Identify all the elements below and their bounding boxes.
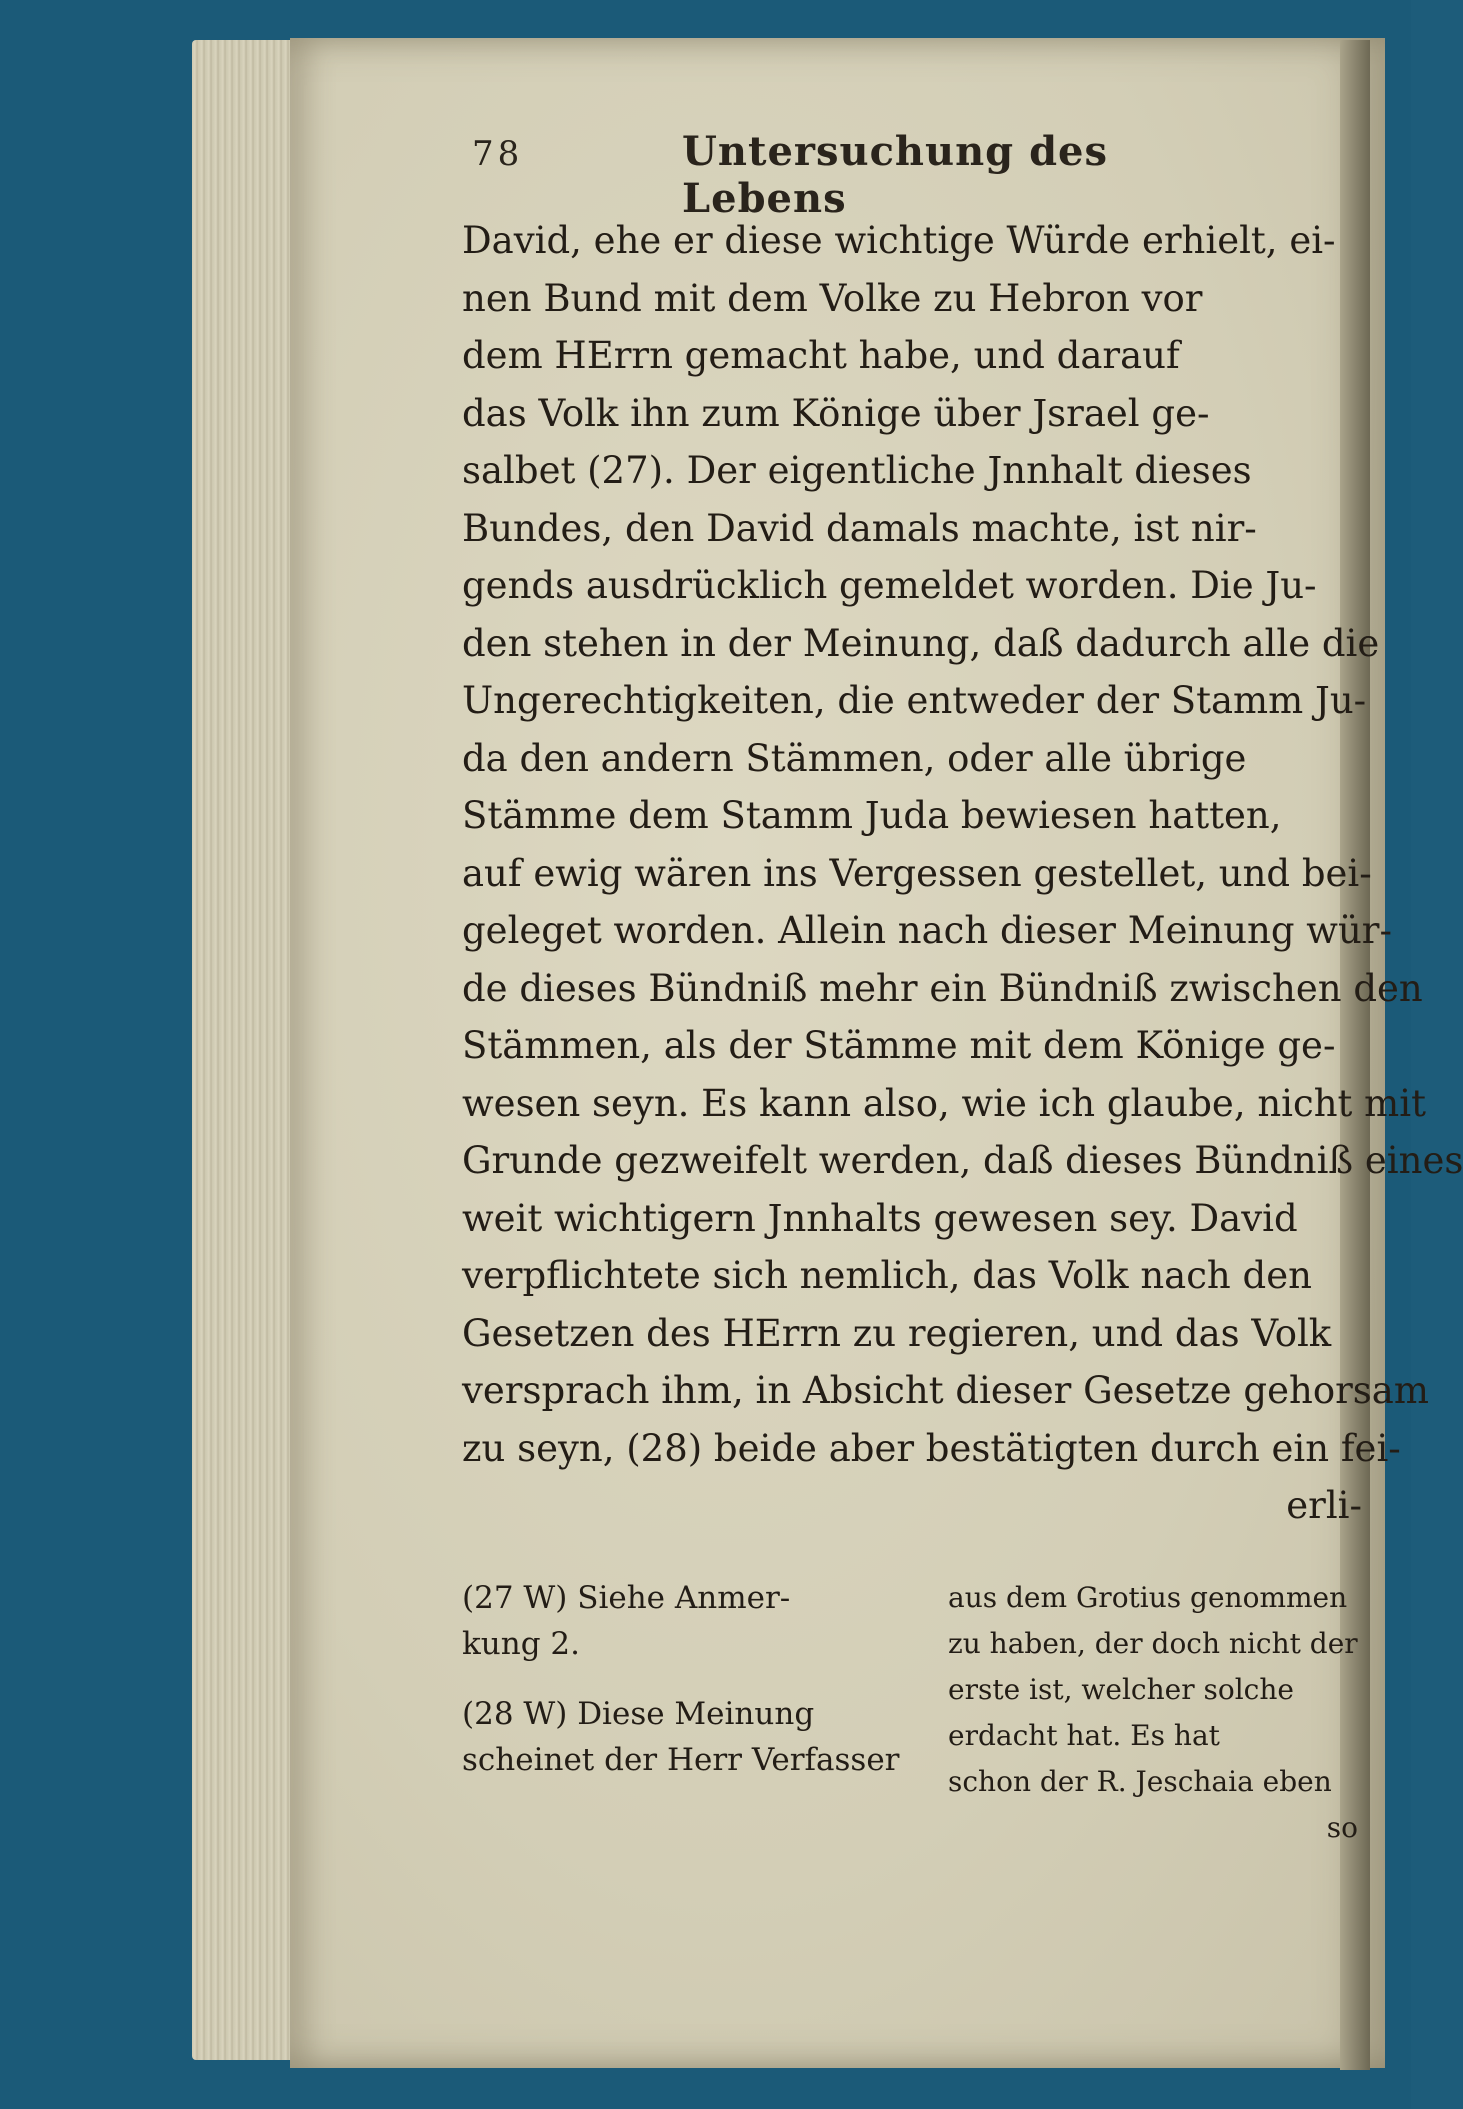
catchword: erli-: [1286, 1484, 1362, 1527]
text-line: wesen seyn. Es kann also, wie ich glaube, nicht mit: [462, 1081, 1426, 1125]
main-text: [462, 212, 1463, 1535]
footnote-line: schon der R. Jeschaia eben: [948, 1765, 1332, 1798]
footnote-line: erste ist, welcher solche: [948, 1673, 1294, 1706]
footnote-line: zu haben, der doch nicht der: [948, 1627, 1358, 1660]
footnotes-right-column: [948, 1575, 1358, 1851]
page-number: 78: [472, 134, 524, 174]
footnote-line: (28 W) Diese Meinung: [462, 1696, 815, 1732]
footnote-line: scheinet der Herr Verfasser: [462, 1742, 900, 1778]
footnote-line: kung 2.: [462, 1626, 580, 1662]
text-line: da den andern Stämmen, oder alle übrige: [462, 736, 1247, 780]
text-line: zu seyn, (28) beide aber bestätigten durch ein fei-: [462, 1426, 1401, 1470]
footnote-line: aus dem Grotius genommen: [948, 1581, 1348, 1614]
text-line: Gesetzen des HErrn zu regieren, und das Volk: [462, 1311, 1332, 1355]
text-line: de dieses Bündniß mehr ein Bündniß zwischen den: [462, 966, 1423, 1010]
text-line: nen Bund mit dem Volke zu Hebron vor: [462, 276, 1203, 320]
text-line: verpflichtete sich nemlich, das Volk nach den: [462, 1254, 1312, 1297]
text-line: Stämme dem Stamm Juda bewiesen hatten,: [462, 794, 1282, 837]
text-line: Grunde gezweifelt werden, daß dieses Bündniß eines: [462, 1139, 1463, 1182]
text-line: gends ausdrücklich gemeldet worden. Die Ju-: [462, 564, 1317, 607]
text-line: auf ewig wären ins Vergessen gestellet, und bei-: [462, 851, 1372, 895]
text-line: weit wichtigern Jnnhalts gewesen sey. David: [462, 1196, 1298, 1240]
running-title: Untersuchung des Lebens: [682, 128, 1108, 222]
footnotes-left-column: [462, 1575, 912, 1783]
text-line: den stehen in der Meinung, daß dadurch alle die: [462, 621, 1380, 665]
text-line: David, ehe er diese wichtige Würde erhielt, ei-: [462, 219, 1336, 262]
footnote-line: erdacht hat. Es hat: [948, 1719, 1220, 1752]
text-line: Stämmen, als der Stämme mit dem Könige ge-: [462, 1024, 1336, 1067]
running-head: [472, 128, 1262, 222]
text-line: das Volk ihn zum Könige über Jsrael ge-: [462, 391, 1210, 435]
text-line: Ungerechtigkeiten, die entweder der Stamm Ju-: [462, 679, 1367, 722]
text-line: geleget worden. Allein nach dieser Meinung wür-: [462, 909, 1392, 952]
text-line: salbet (27). Der eigentliche Jnnhalt dieses: [462, 449, 1252, 492]
footnote-catchword: so: [1326, 1811, 1358, 1844]
book-page-edges: [192, 40, 302, 2060]
text-line: versprach ihm, in Absicht dieser Gesetze gehorsam: [462, 1369, 1429, 1412]
footnote-line: (27 W) Siehe Anmer-: [462, 1580, 791, 1616]
text-line: dem HErrn gemacht habe, und darauf: [462, 334, 1180, 377]
text-line: Bundes, den David damals machte, ist nir-: [462, 506, 1257, 550]
footnote-spacer: [462, 1667, 912, 1691]
